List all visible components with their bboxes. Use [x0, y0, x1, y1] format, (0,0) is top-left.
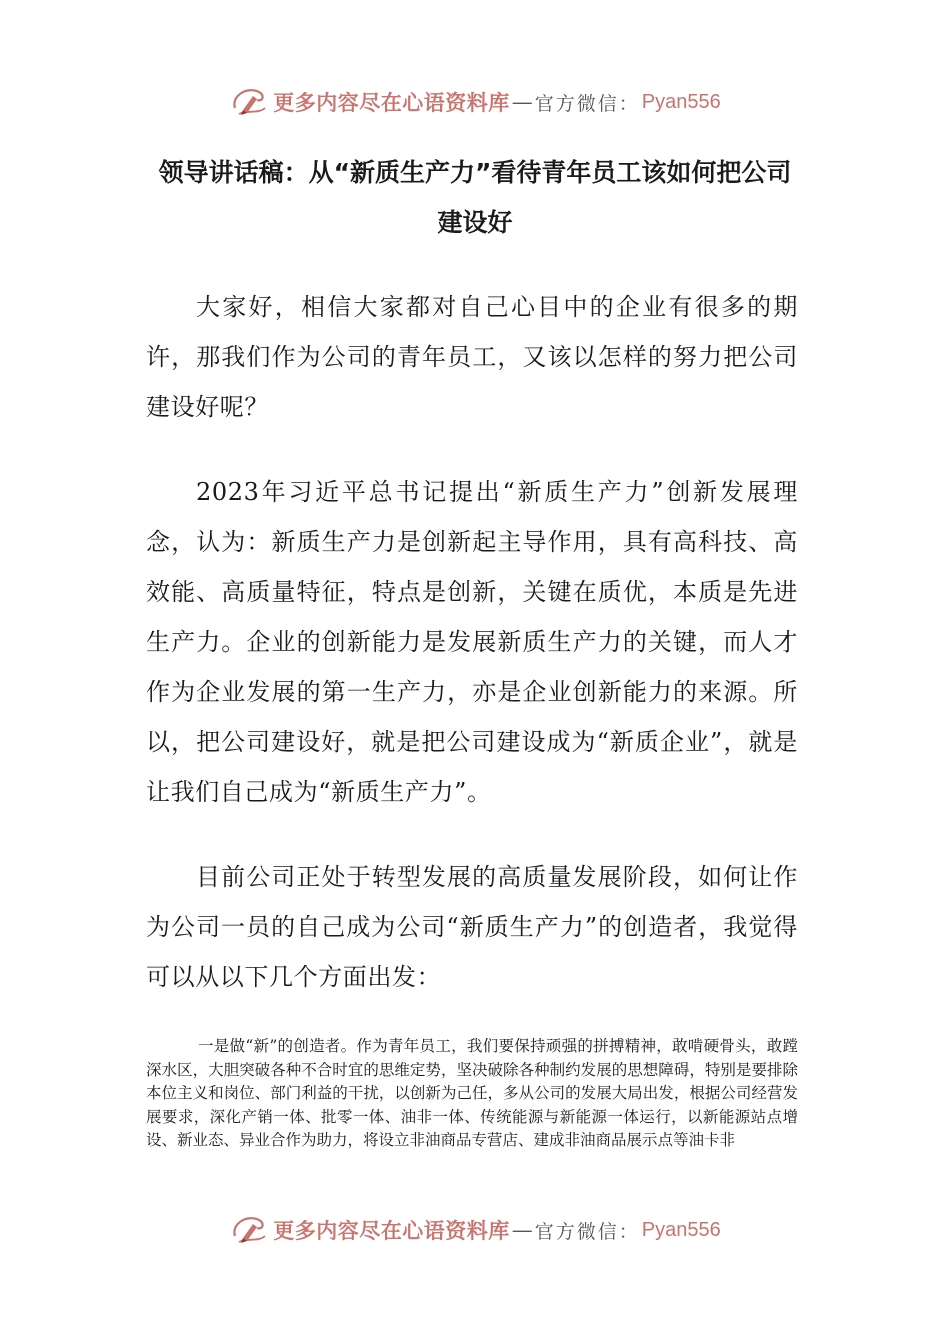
document-title: 领导讲话稿：从“新质生产力”看待青年员工该如何把公司建设好: [158, 158, 792, 237]
body-paragraph-2: 2023年习近平总书记提出“新质生产力”创新发展理念，认为：新质生产力是创新起主导作用，具有高科技、高效能、高质量特征，特点是创新，关键在质优，本质是先进生产力。企业的创新能力是发展新质生产力的关键，而人才作为企业发展的第一生产力，亦是企业创新能力的来源。所以，把公司建设好，就是把公司建设成为“新质企业”，就是让我们自己成为“新质生产力”。: [146, 478, 798, 806]
banner-wechat-label: 官方微信：: [534, 1220, 640, 1243]
banner-dash: —: [511, 1218, 533, 1242]
body-paragraph-3: 目前公司正处于转型发展的高质量发展阶段，如何让作为公司一员的自己成为公司“新质生产力”的创造者，我觉得可以从以下几个方面出发：: [146, 863, 798, 991]
body-paragraph-1: 大家好，相信大家都对自己心目中的企业有很多的期许，那我们作为公司的青年员工，又该以怎样的努力把公司建设好呢？: [146, 293, 798, 421]
footer-banner: [0, 1210, 950, 1250]
banner-wechat-id: Pyan556: [641, 90, 721, 113]
header-banner: [0, 82, 950, 122]
banner-main-text: 更多内容尽在心语资料库: [273, 1218, 510, 1243]
pen-nib-swirl-icon: [229, 1212, 269, 1248]
pen-nib-swirl-icon: [229, 84, 269, 120]
banner-dash: —: [511, 90, 533, 114]
small-paragraph: 一是做“新”的创造者。作为青年员工，我们要保持顽强的拼搏精神，敢啃硬骨头，敢蹚深水区，大胆突破各种不合时宜的思维定势，坚决破除各种制约发展的思想障碍，特别是要排除本位主义和岗位、部门利益的干扰，以创新为己任，多从公司的发展大局出发，根据公司经营发展要求，深化产销一体、批零一体、油非一体、传统能源与新能源一体运行，以新能源站点增设、新业态、异业合作为助力，将设立非油商品专营店、建成非油商品展示点等油卡非: [146, 1037, 798, 1149]
banner-main-text: 更多内容尽在心语资料库: [273, 90, 510, 115]
banner-wechat-label: 官方微信：: [534, 92, 640, 115]
banner-wechat-id: Pyan556: [641, 1218, 721, 1241]
